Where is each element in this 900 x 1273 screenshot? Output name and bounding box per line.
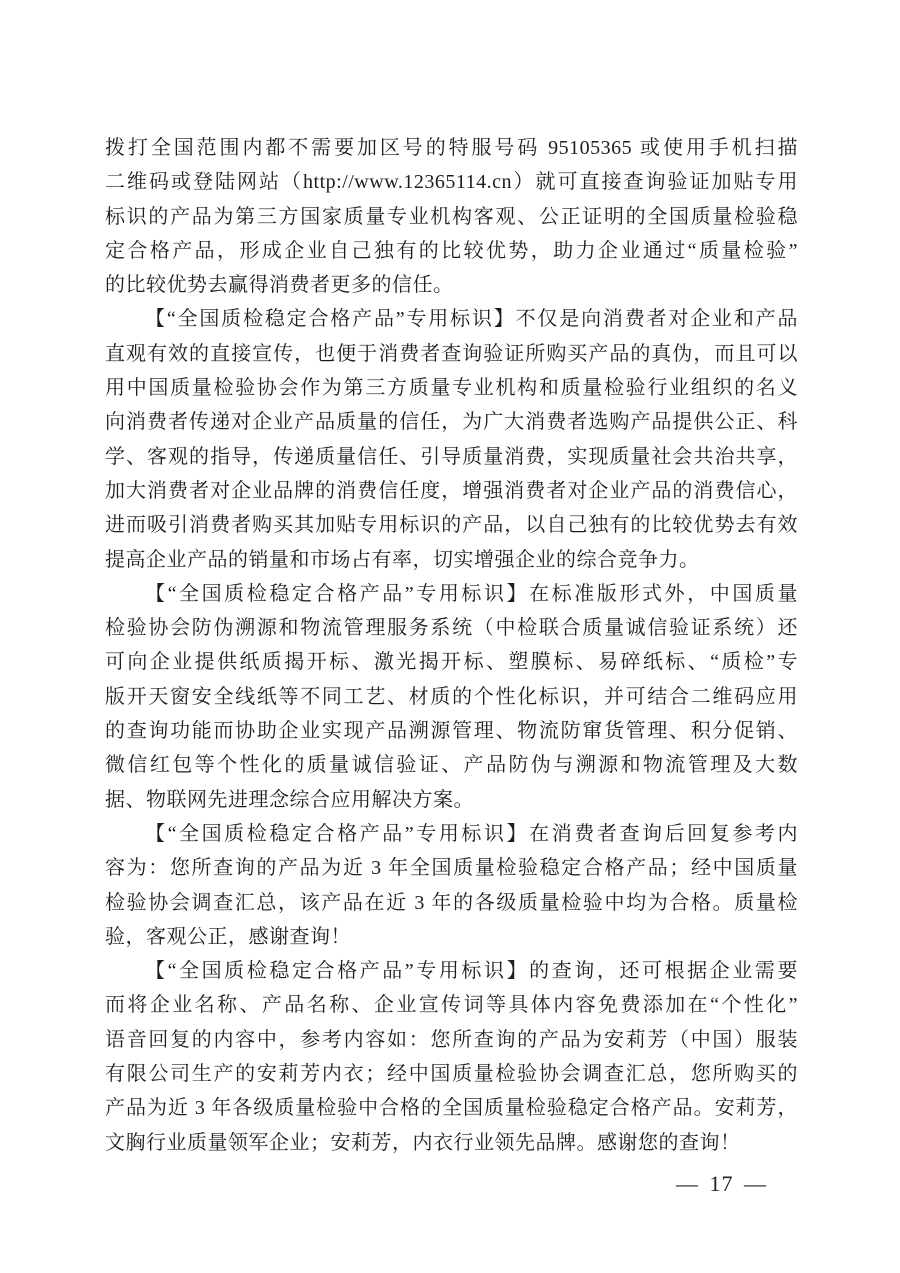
page-number: — 17 —	[676, 1171, 767, 1196]
text-line: 【“全国质检稳定合格产品”专用标识】在消费者查询后回复参考内	[145, 822, 798, 845]
text-line: 定合格产品，形成企业自己独有的比较优势，助力企业通过“质量检验”	[105, 239, 798, 262]
text-line: 的查询功能而协助企业实现产品溯源管理、物流防窜货管理、积分促销、	[105, 720, 798, 743]
text-line: 【“全国质检稳定合格产品”专用标识】不仅是向消费者对企业和产品	[145, 308, 798, 331]
text-line: 直观有效的直接宣传，也便于消费者查询验证所购买产品的真伪，而且可以	[105, 342, 798, 365]
text-line: 用中国质量检验协会作为第三方质量专业机构和质量检验行业组织的名义	[105, 377, 798, 400]
text-line: 检验协会防伪溯源和物流管理服务系统（中检联合质量诚信验证系统）还	[105, 617, 798, 640]
text-line: 二维码或登陆网站（http://www.12365114.cn）就可直接查询验证加贴专用	[105, 171, 798, 194]
text-line: 【“全国质检稳定合格产品”专用标识】在标准版形式外，中国质量	[145, 582, 798, 605]
text-line: 语音回复的内容中，参考内容如：您所查询的产品为安莉芳（中国）服装	[105, 1028, 798, 1051]
text-line: 加大消费者对企业品牌的消费信任度，增强消费者对企业产品的消费信心，	[105, 479, 798, 502]
text-line: 的比较优势去赢得消费者更多的信任。	[105, 274, 454, 297]
text-line: 文胸行业质量领军企业；安莉芳，内衣行业领先品牌。感谢您的查询！	[105, 1131, 741, 1154]
text-line: 有限公司生产的安莉芳内衣；经中国质量检验协会调查汇总，您所购买的	[105, 1063, 798, 1086]
text-line: 容为：您所查询的产品为近 3 年全国质量检验稳定合格产品；经中国质量	[105, 857, 798, 880]
text-line: 拨打全国范围内都不需要加区号的特服号码 95105365 或使用手机扫描	[105, 137, 798, 159]
text-line: 可向企业提供纸质揭开标、激光揭开标、塑膜标、易碎纸标、“质检”专	[105, 651, 798, 674]
text-line: 学、客观的指导，传递质量信任、引导质量消费，实现质量社会共治共享，	[105, 445, 798, 468]
text-line: 标识的产品为第三方国家质量专业机构客观、公正证明的全国质量检验稳	[105, 205, 798, 228]
text-line: 而将企业名称、产品名称、企业宣传词等具体内容免费添加在“个性化”	[105, 994, 798, 1017]
text-line: 【“全国质检稳定合格产品”专用标识】的查询，还可根据企业需要	[145, 960, 798, 983]
text-line: 向消费者传递对企业产品质量的信任，为广大消费者选购产品提供公正、科	[105, 411, 798, 434]
text-line: 版开天窗安全线纸等不同工艺、材质的个性化标识，并可结合二维码应用	[105, 685, 798, 708]
text-line: 据、物联网先进理念综合应用解决方案。	[105, 788, 474, 811]
text-line: 提高企业产品的销量和市场占有率，切实增强企业的综合竞争力。	[105, 548, 700, 571]
text-line: 验，客观公正，感谢查询！	[105, 925, 351, 948]
text-line: 进而吸引消费者购买其加贴专用标识的产品，以自己独有的比较优势去有效	[105, 514, 798, 537]
body-text	[105, 131, 798, 1160]
text-line: 微信红包等个性化的质量诚信验证、产品防伪与溯源和物流管理及大数	[105, 754, 798, 777]
text-line: 检验协会调查汇总，该产品在近 3 年的各级质量检验中均为合格。质量检	[105, 891, 798, 914]
text-line: 产品为近 3 年各级质量检验中合格的全国质量检验稳定合格产品。安莉芳，	[105, 1097, 798, 1120]
